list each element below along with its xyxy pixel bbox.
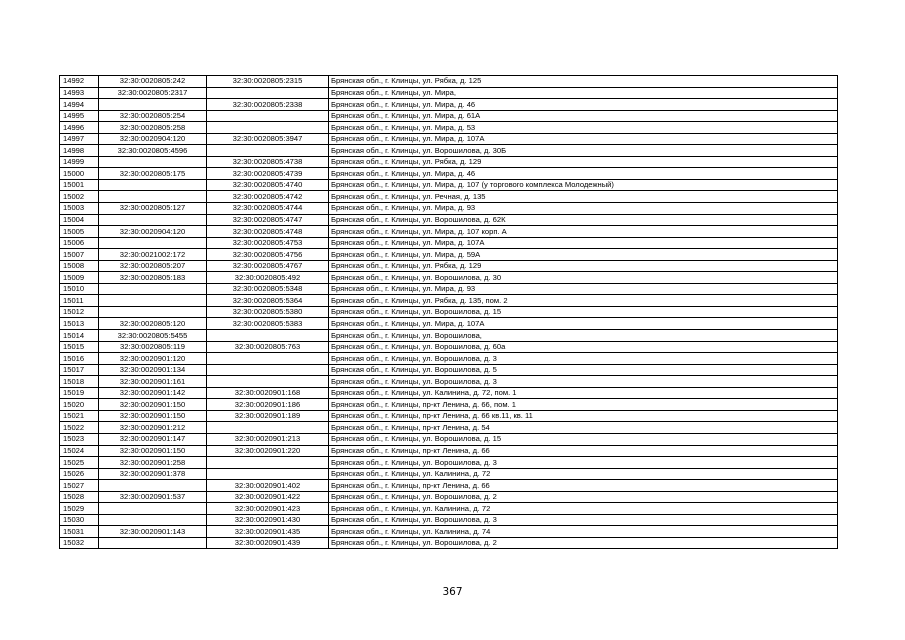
address-cell: Брянская обл., г. Клинцы, пр-кт Ленина, д. 66 — [329, 445, 838, 457]
address-cell: Брянская обл., г. Клинцы, ул. Калинина, д. 72, пом. 1 — [329, 387, 838, 399]
building-number-cell: 32:30:0020805:4740 — [207, 179, 329, 191]
record-number-cell: 15013 — [60, 318, 99, 330]
address-cell: Брянская обл., г. Клинцы, ул. Ворошилова, д. 3 — [329, 514, 838, 526]
address-cell: Брянская обл., г. Клинцы, пр-кт Ленина, д. 66 кв.11, кв. 11 — [329, 410, 838, 422]
table-row — [60, 272, 838, 284]
parcel-number-cell — [99, 214, 207, 226]
table-row — [60, 433, 838, 445]
address-cell: Брянская обл., г. Клинцы, ул. Мира, д. 107 корп. А — [329, 226, 838, 238]
parcel-number-cell: 32:30:0021002:172 — [99, 249, 207, 261]
parcel-number-cell: 32:30:0020901:142 — [99, 387, 207, 399]
building-number-cell — [207, 145, 329, 157]
table-row — [60, 480, 838, 492]
parcel-number-cell: 32:30:0020805:120 — [99, 318, 207, 330]
address-cell: Брянская обл., г. Клинцы, ул. Ворошилова, д. 3 — [329, 376, 838, 388]
address-cell: Брянская обл., г. Клинцы, ул. Мира, д. 46 — [329, 168, 838, 180]
building-number-cell: 32:30:0020901:435 — [207, 526, 329, 538]
record-number-cell: 15006 — [60, 237, 99, 249]
parcel-number-cell — [99, 179, 207, 191]
address-cell: Брянская обл., г. Клинцы, ул. Мира, д. 46 — [329, 99, 838, 111]
table-row — [60, 341, 838, 353]
record-number-cell: 15004 — [60, 214, 99, 226]
table-row — [60, 306, 838, 318]
address-cell: Брянская обл., г. Клинцы, пр-кт Ленина, д. 66, пом. 1 — [329, 399, 838, 411]
table-row — [60, 399, 838, 411]
parcel-number-cell: 32:30:0020805:5455 — [99, 330, 207, 342]
table-row — [60, 133, 838, 145]
table-row — [60, 422, 838, 434]
address-cell: Брянская обл., г. Клинцы, ул. Ворошилова, д. 15 — [329, 306, 838, 318]
address-cell: Брянская обл., г. Клинцы, ул. Калинина, д. 74 — [329, 526, 838, 538]
records-table-body — [60, 76, 838, 549]
address-cell: Брянская обл., г. Клинцы, ул. Ворошилова, д. 3 — [329, 457, 838, 469]
building-number-cell: 32:30:0020901:430 — [207, 514, 329, 526]
address-cell: Брянская обл., г. Клинцы, ул. Ворошилова, д. 30 — [329, 272, 838, 284]
record-number-cell: 15010 — [60, 283, 99, 295]
parcel-number-cell: 32:30:0020805:2317 — [99, 87, 207, 99]
address-cell: Брянская обл., г. Клинцы, ул. Ворошилова, д. 2 — [329, 491, 838, 503]
parcel-number-cell: 32:30:0020805:254 — [99, 110, 207, 122]
address-cell: Брянская обл., г. Клинцы, ул. Рябка, д. 129 — [329, 156, 838, 168]
parcel-number-cell: 32:30:0020901:150 — [99, 399, 207, 411]
building-number-cell: 32:30:0020805:4767 — [207, 260, 329, 272]
parcel-number-cell: 32:30:0020805:183 — [99, 272, 207, 284]
table-row — [60, 237, 838, 249]
building-number-cell: 32:30:0020805:492 — [207, 272, 329, 284]
table-row — [60, 503, 838, 515]
building-number-cell: 32:30:0020901:439 — [207, 537, 329, 549]
address-cell: Брянская обл., г. Клинцы, ул. Речная, д. 135 — [329, 191, 838, 203]
address-cell: Брянская обл., г. Клинцы, ул. Мира, д. 93 — [329, 283, 838, 295]
building-number-cell — [207, 87, 329, 99]
record-number-cell: 15000 — [60, 168, 99, 180]
address-cell: Брянская обл., г. Клинцы, ул. Рябка, д. 125 — [329, 76, 838, 88]
table-row — [60, 249, 838, 261]
building-number-cell: 32:30:0020805:4739 — [207, 168, 329, 180]
parcel-number-cell: 32:30:0020901:150 — [99, 445, 207, 457]
parcel-number-cell: 32:30:0020901:143 — [99, 526, 207, 538]
building-number-cell: 32:30:0020901:186 — [207, 399, 329, 411]
record-number-cell: 15001 — [60, 179, 99, 191]
table-row — [60, 445, 838, 457]
parcel-number-cell — [99, 537, 207, 549]
parcel-number-cell: 32:30:0020805:175 — [99, 168, 207, 180]
parcel-number-cell: 32:30:0020901:537 — [99, 491, 207, 503]
building-number-cell — [207, 353, 329, 365]
building-number-cell: 32:30:0020805:4744 — [207, 203, 329, 215]
parcel-number-cell: 32:30:0020901:120 — [99, 353, 207, 365]
record-number-cell: 15018 — [60, 376, 99, 388]
address-cell: Брянская обл., г. Клинцы, ул. Мира, д. 61А — [329, 110, 838, 122]
record-number-cell: 15031 — [60, 526, 99, 538]
record-number-cell: 15023 — [60, 433, 99, 445]
address-cell: Брянская обл., г. Клинцы, ул. Ворошилова, — [329, 330, 838, 342]
parcel-number-cell: 32:30:0020805:119 — [99, 341, 207, 353]
record-number-cell: 15016 — [60, 353, 99, 365]
address-cell: Брянская обл., г. Клинцы, ул. Мира, д. 59А — [329, 249, 838, 261]
table-row — [60, 168, 838, 180]
table-row — [60, 468, 838, 480]
record-number-cell: 14992 — [60, 76, 99, 88]
parcel-number-cell: 32:30:0020805:4596 — [99, 145, 207, 157]
record-number-cell: 15026 — [60, 468, 99, 480]
parcel-number-cell: 32:30:0020904:120 — [99, 133, 207, 145]
table-row — [60, 491, 838, 503]
parcel-number-cell — [99, 480, 207, 492]
record-number-cell: 15007 — [60, 249, 99, 261]
building-number-cell — [207, 376, 329, 388]
record-number-cell: 15017 — [60, 364, 99, 376]
address-cell: Брянская обл., г. Клинцы, ул. Рябка, д. 135, пом. 2 — [329, 295, 838, 307]
table-row — [60, 514, 838, 526]
record-number-cell: 15011 — [60, 295, 99, 307]
record-number-cell: 15002 — [60, 191, 99, 203]
address-cell: Брянская обл., г. Клинцы, ул. Мира, д. 93 — [329, 203, 838, 215]
page-number: 367 — [442, 586, 463, 598]
table-row — [60, 110, 838, 122]
address-cell: Брянская обл., г. Клинцы, ул. Ворошилова, д. 5 — [329, 364, 838, 376]
record-number-cell: 15009 — [60, 272, 99, 284]
parcel-number-cell — [99, 514, 207, 526]
parcel-number-cell — [99, 99, 207, 111]
building-number-cell: 32:30:0020805:3947 — [207, 133, 329, 145]
address-cell: Брянская обл., г. Клинцы, пр-кт Ленина, д. 54 — [329, 422, 838, 434]
parcel-number-cell: 32:30:0020805:258 — [99, 122, 207, 134]
record-number-cell: 15021 — [60, 410, 99, 422]
record-number-cell: 15028 — [60, 491, 99, 503]
parcel-number-cell: 32:30:0020901:147 — [99, 433, 207, 445]
building-number-cell: 32:30:0020901:402 — [207, 480, 329, 492]
address-cell: Брянская обл., г. Клинцы, ул. Ворошилова, д. 60а — [329, 341, 838, 353]
building-number-cell: 32:30:0020901:220 — [207, 445, 329, 457]
record-number-cell: 15015 — [60, 341, 99, 353]
parcel-number-cell — [99, 237, 207, 249]
building-number-cell: 32:30:0020805:2315 — [207, 76, 329, 88]
table-row — [60, 203, 838, 215]
address-cell: Брянская обл., г. Клинцы, ул. Ворошилова, д. 62К — [329, 214, 838, 226]
record-number-cell: 15008 — [60, 260, 99, 272]
parcel-number-cell: 32:30:0020805:207 — [99, 260, 207, 272]
address-cell: Брянская обл., г. Клинцы, ул. Калинина, д. 72 — [329, 503, 838, 515]
parcel-number-cell — [99, 191, 207, 203]
parcel-number-cell — [99, 156, 207, 168]
table-row — [60, 283, 838, 295]
address-cell: Брянская обл., г. Клинцы, ул. Мира, д. 107А — [329, 133, 838, 145]
record-number-cell: 14995 — [60, 110, 99, 122]
building-number-cell: 32:30:0020805:5364 — [207, 295, 329, 307]
record-number-cell: 14999 — [60, 156, 99, 168]
building-number-cell: 32:30:0020805:4756 — [207, 249, 329, 261]
parcel-number-cell: 32:30:0020901:161 — [99, 376, 207, 388]
parcel-number-cell: 32:30:0020904:120 — [99, 226, 207, 238]
building-number-cell — [207, 457, 329, 469]
record-number-cell: 14998 — [60, 145, 99, 157]
table-row — [60, 87, 838, 99]
parcel-number-cell — [99, 283, 207, 295]
building-number-cell — [207, 330, 329, 342]
address-cell: Брянская обл., г. Клинцы, ул. Мира, д. 53 — [329, 122, 838, 134]
building-number-cell: 32:30:0020805:4748 — [207, 226, 329, 238]
record-number-cell: 14994 — [60, 99, 99, 111]
table-row — [60, 99, 838, 111]
building-number-cell: 32:30:0020901:189 — [207, 410, 329, 422]
table-row — [60, 353, 838, 365]
building-number-cell: 32:30:0020805:2338 — [207, 99, 329, 111]
record-number-cell: 14993 — [60, 87, 99, 99]
record-number-cell: 14996 — [60, 122, 99, 134]
address-cell: Брянская обл., г. Клинцы, ул. Мира, д. 107 (у торгового комплекса Молодежный) — [329, 179, 838, 191]
building-number-cell: 32:30:0020805:4742 — [207, 191, 329, 203]
table-row — [60, 376, 838, 388]
building-number-cell: 32:30:0020805:4753 — [207, 237, 329, 249]
table-row — [60, 226, 838, 238]
address-cell: Брянская обл., г. Клинцы, ул. Ворошилова, д. 15 — [329, 433, 838, 445]
address-cell: Брянская обл., г. Клинцы, ул. Калинина, д. 72 — [329, 468, 838, 480]
table-row — [60, 387, 838, 399]
parcel-number-cell — [99, 306, 207, 318]
record-number-cell: 15027 — [60, 480, 99, 492]
table-row — [60, 76, 838, 88]
table-row — [60, 410, 838, 422]
address-cell: Брянская обл., г. Клинцы, ул. Ворошилова, д. 2 — [329, 537, 838, 549]
table-row — [60, 318, 838, 330]
address-cell: Брянская обл., г. Клинцы, ул. Мира, — [329, 87, 838, 99]
table-row — [60, 145, 838, 157]
building-number-cell — [207, 110, 329, 122]
table-row — [60, 457, 838, 469]
parcel-number-cell — [99, 503, 207, 515]
building-number-cell: 32:30:0020901:423 — [207, 503, 329, 515]
address-cell: Брянская обл., г. Клинцы, ул. Ворошилова, д. 30Б — [329, 145, 838, 157]
building-number-cell — [207, 364, 329, 376]
record-number-cell: 15024 — [60, 445, 99, 457]
record-number-cell: 15014 — [60, 330, 99, 342]
building-number-cell: 32:30:0020901:422 — [207, 491, 329, 503]
table-row — [60, 179, 838, 191]
record-number-cell: 15032 — [60, 537, 99, 549]
parcel-number-cell: 32:30:0020805:242 — [99, 76, 207, 88]
parcel-number-cell: 32:30:0020901:258 — [99, 457, 207, 469]
table-row — [60, 364, 838, 376]
building-number-cell: 32:30:0020805:5380 — [207, 306, 329, 318]
record-number-cell: 15022 — [60, 422, 99, 434]
building-number-cell — [207, 422, 329, 434]
record-number-cell: 15020 — [60, 399, 99, 411]
table-row — [60, 330, 838, 342]
record-number-cell: 14997 — [60, 133, 99, 145]
building-number-cell: 32:30:0020805:4738 — [207, 156, 329, 168]
record-number-cell: 15019 — [60, 387, 99, 399]
parcel-number-cell: 32:30:0020805:127 — [99, 203, 207, 215]
building-number-cell: 32:30:0020901:213 — [207, 433, 329, 445]
record-number-cell: 15005 — [60, 226, 99, 238]
address-cell: Брянская обл., г. Клинцы, ул. Мира, д. 107А — [329, 318, 838, 330]
parcel-number-cell: 32:30:0020901:212 — [99, 422, 207, 434]
table-row — [60, 537, 838, 549]
building-number-cell: 32:30:0020805:5348 — [207, 283, 329, 295]
record-number-cell: 15029 — [60, 503, 99, 515]
address-cell: Брянская обл., г. Клинцы, ул. Мира, д. 107А — [329, 237, 838, 249]
record-number-cell: 15025 — [60, 457, 99, 469]
parcel-number-cell: 32:30:0020901:150 — [99, 410, 207, 422]
table-row — [60, 191, 838, 203]
table-row — [60, 214, 838, 226]
building-number-cell: 32:30:0020901:168 — [207, 387, 329, 399]
parcel-number-cell: 32:30:0020901:378 — [99, 468, 207, 480]
record-number-cell: 15003 — [60, 203, 99, 215]
parcel-number-cell — [99, 295, 207, 307]
building-number-cell: 32:30:0020805:763 — [207, 341, 329, 353]
table-row — [60, 295, 838, 307]
record-number-cell: 15030 — [60, 514, 99, 526]
record-number-cell: 15012 — [60, 306, 99, 318]
table-row — [60, 526, 838, 538]
building-number-cell — [207, 122, 329, 134]
address-cell: Брянская обл., г. Клинцы, пр-кт Ленина, д. 66 — [329, 480, 838, 492]
table-row — [60, 122, 838, 134]
table-row — [60, 156, 838, 168]
table-row — [60, 260, 838, 272]
building-number-cell: 32:30:0020805:4747 — [207, 214, 329, 226]
parcel-number-cell: 32:30:0020901:134 — [99, 364, 207, 376]
building-number-cell — [207, 468, 329, 480]
address-cell: Брянская обл., г. Клинцы, ул. Рябка, д. 129 — [329, 260, 838, 272]
building-number-cell: 32:30:0020805:5383 — [207, 318, 329, 330]
address-cell: Брянская обл., г. Клинцы, ул. Ворошилова, д. 3 — [329, 353, 838, 365]
records-table — [59, 75, 838, 549]
